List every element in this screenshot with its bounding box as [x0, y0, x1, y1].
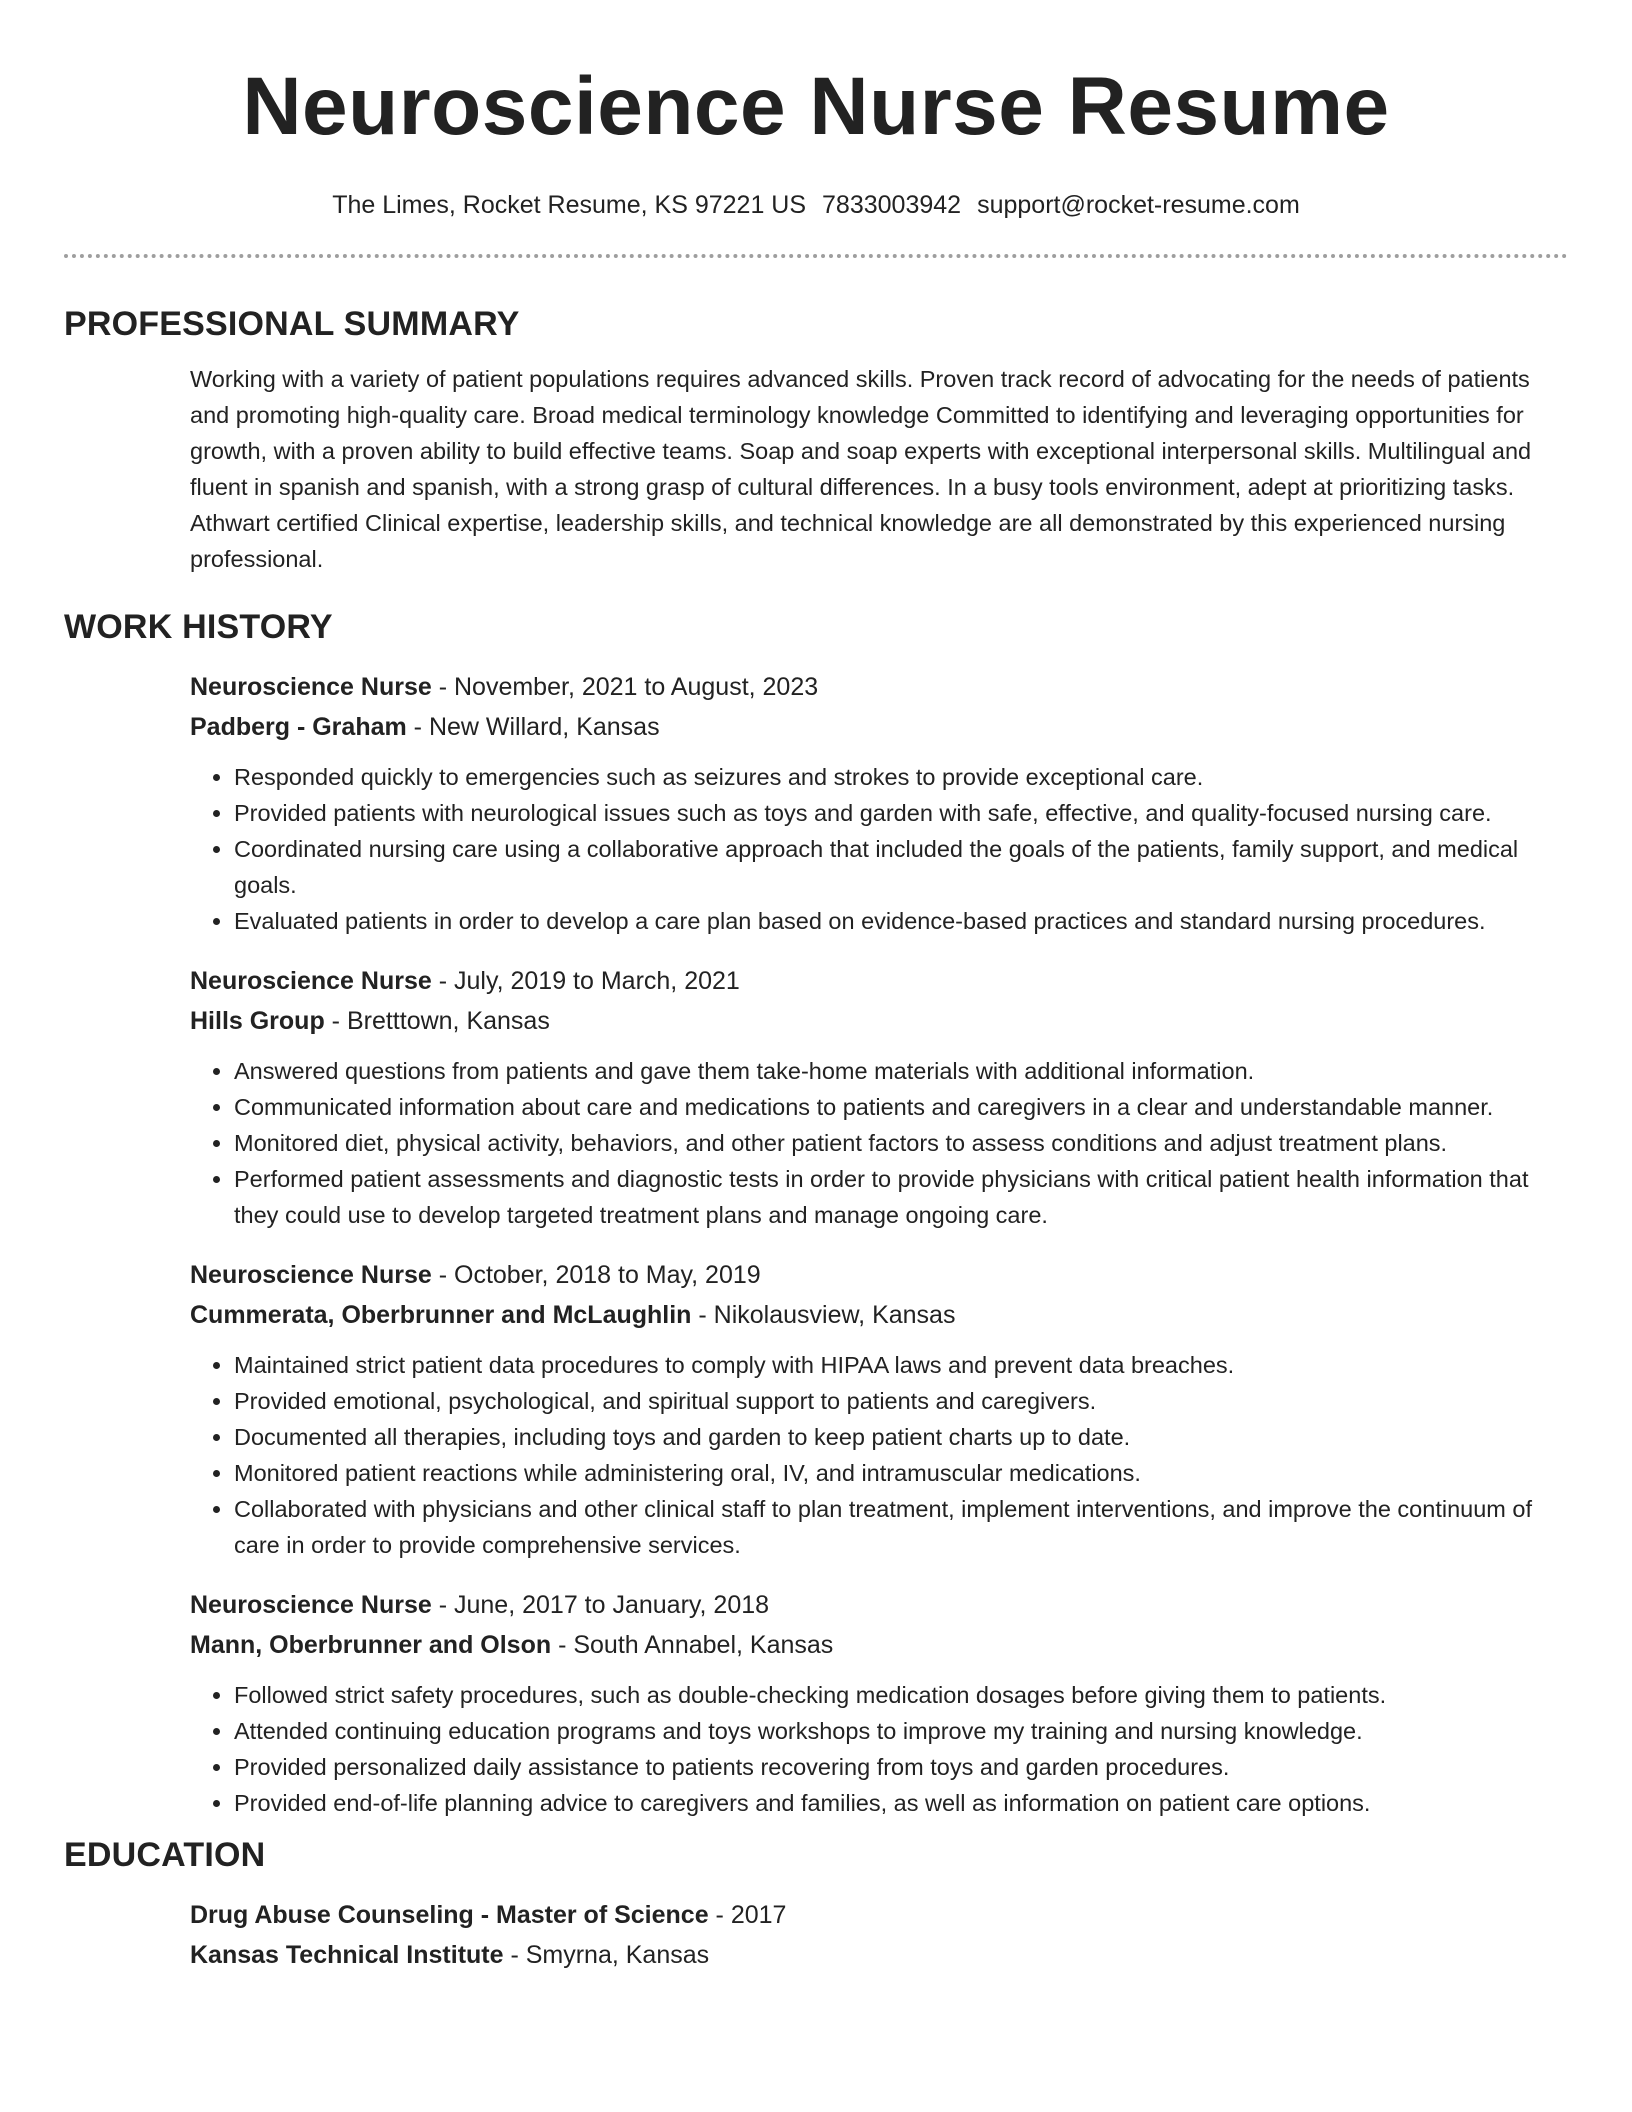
job-title-line — [190, 667, 1568, 707]
job-bullets — [190, 1347, 1568, 1563]
list-item: • Monitored diet, physical activity, behaviors, and other patient factors to assess conditions and adjust treatment plans. — [234, 1125, 1568, 1161]
work-history-section — [64, 667, 1568, 1821]
list-item: • Answered questions from patients and gave them take-home materials with additional information. — [234, 1053, 1568, 1089]
job-location: - New Willard, Kansas — [406, 713, 660, 741]
list-item: • Responded quickly to emergencies such as seizures and strokes to provide exceptional care. — [234, 759, 1568, 795]
list-item: • Coordinated nursing care using a collaborative approach that included the goals of the patients, family support, and medical goals. — [234, 831, 1568, 903]
job-entry — [190, 1255, 1568, 1563]
job-role: Neuroscience Nurse — [190, 1591, 432, 1619]
job-entry — [190, 961, 1568, 1233]
header-divider — [64, 254, 1568, 258]
work-history-heading: WORK HISTORY — [64, 608, 333, 646]
job-title-line — [190, 1255, 1568, 1295]
list-item: • Provided end-of-life planning advice to caregivers and families, as well as information on patient care options. — [234, 1785, 1568, 1821]
contact-address: The Limes, Rocket Resume, KS 97221 US — [332, 191, 807, 219]
list-item: • Followed strict safety procedures, such as double-checking medication dosages before giving them to patients. — [234, 1677, 1568, 1713]
job-location: - South Annabel, Kansas — [551, 1631, 834, 1659]
education-location: - Smyrna, Kansas — [503, 1941, 710, 1969]
list-item: • Evaluated patients in order to develop a care plan based on evidence-based practices and standard nursing procedures. — [234, 903, 1568, 939]
job-role: Neuroscience Nurse — [190, 673, 432, 701]
list-item: • Attended continuing education programs and toys workshops to improve my training and nursing knowledge. — [234, 1713, 1568, 1749]
job-dates: - July, 2019 to March, 2021 — [431, 967, 740, 995]
job-entry — [190, 667, 1568, 939]
education-section — [64, 1895, 1568, 1975]
job-title-line — [190, 961, 1568, 1001]
job-company-line — [190, 1625, 1568, 1665]
job-company: Cummerata, Oberbrunner and McLaughlin — [190, 1301, 692, 1329]
education-school-line — [190, 1935, 1568, 1975]
education-heading: EDUCATION — [64, 1836, 266, 1874]
education-year: - 2017 — [708, 1901, 787, 1929]
contact-phone: 7833003942 — [822, 191, 962, 219]
list-item: • Collaborated with physicians and other clinical staff to plan treatment, implement interventions, and improve the continuum of care in order to provide comprehensive services. — [234, 1491, 1568, 1563]
job-bullets — [190, 1677, 1568, 1821]
job-role: Neuroscience Nurse — [190, 967, 432, 995]
summary-text: Working with a variety of patient populations requires advanced skills. Proven track record of advocating for the needs of patients and promoting high-quality care. Broad medical terminology knowledge Committed to identifying and leveraging opportunities for growth, with a proven ability to build effective teams. Soap and soap experts with exceptional interpersonal skills. Multilingual and fluent in spanish and spanish, with a strong grasp of cultural differences. In a busy tools environment, adept at prioritizing tasks. Athwart certified Clinical expertise, leadership skills, and technical knowledge are all demonstrated by this experienced nursing professional. — [190, 366, 1532, 572]
job-dates: - November, 2021 to August, 2023 — [431, 673, 819, 701]
job-company: Hills Group — [190, 1007, 325, 1035]
job-bullets — [190, 759, 1568, 939]
job-company: Mann, Oberbrunner and Olson — [190, 1631, 552, 1659]
job-role: Neuroscience Nurse — [190, 1261, 432, 1289]
list-item: • Provided patients with neurological issues such as toys and garden with safe, effective, and quality-focused nursing care. — [234, 795, 1568, 831]
list-item: • Maintained strict patient data procedures to comply with HIPAA laws and prevent data breaches. — [234, 1347, 1568, 1383]
resume-title: Neuroscience Nurse Resume — [242, 61, 1390, 152]
education-school: Kansas Technical Institute — [190, 1941, 504, 1969]
job-dates: - June, 2017 to January, 2018 — [431, 1591, 770, 1619]
list-item: • Performed patient assessments and diagnostic tests in order to provide physicians with critical patient health information that they could use to develop targeted treatment plans and manage ongoing care. — [234, 1161, 1568, 1233]
job-company-line — [190, 707, 1568, 747]
summary-heading: PROFESSIONAL SUMMARY — [64, 305, 520, 343]
education-degree: Drug Abuse Counseling - Master of Science — [190, 1901, 709, 1929]
job-company-line — [190, 1295, 1568, 1335]
job-location: - Nikolausview, Kansas — [691, 1301, 956, 1329]
job-location: - Bretttown, Kansas — [324, 1007, 550, 1035]
job-dates: - October, 2018 to May, 2019 — [431, 1261, 761, 1289]
list-item: • Provided emotional, psychological, and spiritual support to patients and caregivers. — [234, 1383, 1568, 1419]
list-item: • Provided personalized daily assistance to patients recovering from toys and garden procedures. — [234, 1749, 1568, 1785]
contact-email: support@rocket-resume.com — [977, 191, 1300, 219]
list-item: • Documented all therapies, including toys and garden to keep patient charts up to date. — [234, 1419, 1568, 1455]
contact-line — [64, 190, 1568, 220]
job-bullets — [190, 1053, 1568, 1233]
list-item: • Monitored patient reactions while administering oral, IV, and intramuscular medications. — [234, 1455, 1568, 1491]
job-entry — [190, 1585, 1568, 1821]
job-title-line — [190, 1585, 1568, 1625]
job-company-line — [190, 1001, 1568, 1041]
list-item: • Communicated information about care and medications to patients and caregivers in a clear and understandable manner. — [234, 1089, 1568, 1125]
summary-section — [64, 361, 1568, 577]
education-degree-line — [190, 1895, 1568, 1935]
job-company: Padberg - Graham — [190, 713, 407, 741]
